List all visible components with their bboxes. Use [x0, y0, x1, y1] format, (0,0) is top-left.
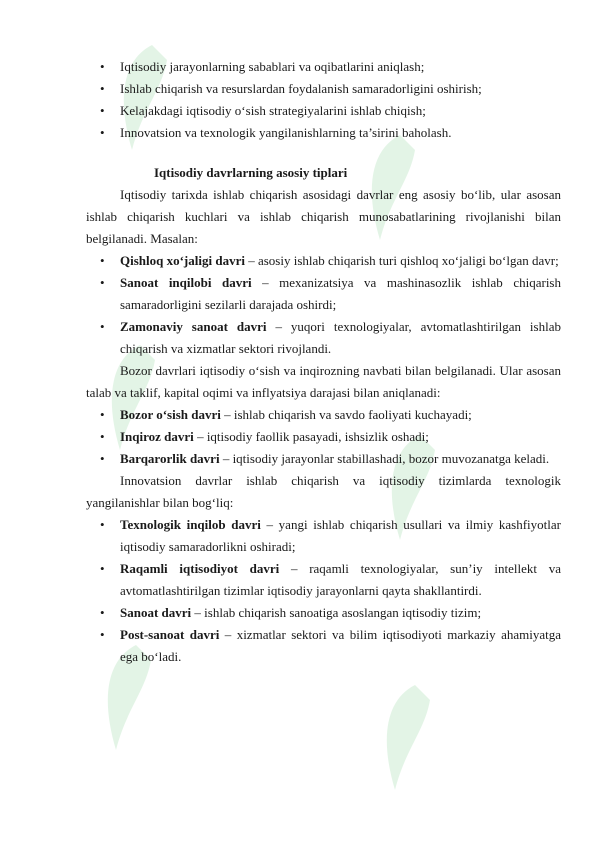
paragraph: Bozor davrlari iqtisodiy o‘sish va inqirozning navbati bilan belgilanadi. Ular asosan talab va taklif, kapital oqimi va inflyatsiya darajasi bilan aniqlanadi: — [86, 363, 561, 400]
definition: – xizmatlar sektori va bilim iqtisodiyoti markaziy ahamiyatga ega bo‘ladi. — [120, 627, 561, 664]
definition: – asosiy ishlab chiqarish turi qishloq xo‘jaligi bo‘lgan davr; — [244, 253, 559, 268]
list-item — [86, 316, 561, 360]
list-item — [86, 272, 561, 316]
paragraph: Innovatsion davrlar ishlab chiqarish va iqtisodiy tizimlarda texnologik yangilanishlar bilan bog‘liq: — [86, 473, 561, 510]
list-item: • Kelajakdagi iqtisodiy o‘sish strategiyalarini ishlab chiqish; — [86, 100, 561, 122]
definition: – ishlab chiqarish va savdo faoliyati kuchayadi; — [220, 407, 472, 422]
document-body — [86, 56, 561, 668]
term: Raqamli iqtisodiyot davri — [120, 561, 280, 576]
list-item — [86, 426, 561, 448]
definition: – iqtisodiy faollik pasayadi, ishsizlik oshadi; — [193, 429, 429, 444]
list-item — [86, 514, 561, 558]
term: Barqarorlik davri — [120, 451, 220, 466]
list-item — [86, 624, 561, 668]
term: Qishloq xo‘jaligi davri — [120, 253, 245, 268]
list-item — [86, 404, 561, 426]
list-item: • Iqtisodiy jarayonlarning sabablari va oqibatlarini aniqlash; — [86, 56, 561, 78]
term: Sanoat davri — [120, 605, 192, 620]
list-item — [86, 602, 561, 624]
list-item — [86, 558, 561, 602]
term: Post-sanoat davri — [120, 627, 220, 642]
definition: – iqtisodiy jarayonlar stabillashadi, bozor muvozanatga keladi. — [219, 451, 550, 466]
section-heading: Iqtisodiy davrlarning asosiy tiplari — [154, 165, 348, 180]
definition: – mexanizatsiya va mashinasozlik ishlab chiqarish samaradorligini sezilarli darajada oshirdi; — [120, 275, 561, 312]
watermark-logo-icon — [375, 680, 435, 800]
definition: – ishlab chiqarish sanoatiga asoslangan iqtisodiy tizim; — [191, 605, 482, 620]
list-item — [86, 448, 561, 470]
term: Texnologik inqilob davri — [120, 517, 261, 532]
innovation-eras-list — [86, 514, 561, 668]
list-item: • Ishlab chiqarish va resurslardan foydalanish samaradorligini oshirish; — [86, 78, 561, 100]
term: Bozor o‘sish davri — [120, 407, 221, 422]
list-item: • Innovatsion va texnologik yangilanishlarning ta’sirini baholash. — [86, 122, 561, 144]
term: Zamonaviy sanoat davri — [120, 319, 267, 334]
production-eras-list — [86, 250, 561, 360]
market-eras-list — [86, 404, 561, 470]
definition: – raqamli texnologiyalar, sun’iy intellekt va avtomatlashtirilgan tizimlar iqtisodiy jarayonlarni qayta shakllantirdi. — [120, 561, 561, 598]
list-item — [86, 250, 561, 272]
paragraph: Iqtisodiy tarixda ishlab chiqarish asosidagi davrlar eng asosiy bo‘lib, ular asosan ishlab chiqarish kuchlari va ishlab chiqarish munosabatlarining rivojlanishi bilan belgilanadi. Masalan: — [86, 187, 561, 246]
definition: – yuqori texnologiyalar, avtomatlashtirilgan ishlab chiqarish va xizmatlar sektori rivojlandi. — [120, 319, 561, 356]
definition: – yangi ishlab chiqarish usullari va ilmiy kashfiyotlar iqtisodiy samaradorlikni oshiradi; — [120, 517, 561, 554]
intro-bullet-list — [86, 56, 561, 144]
term: Inqiroz davri — [120, 429, 194, 444]
term: Sanoat inqilobi davri — [120, 275, 252, 290]
